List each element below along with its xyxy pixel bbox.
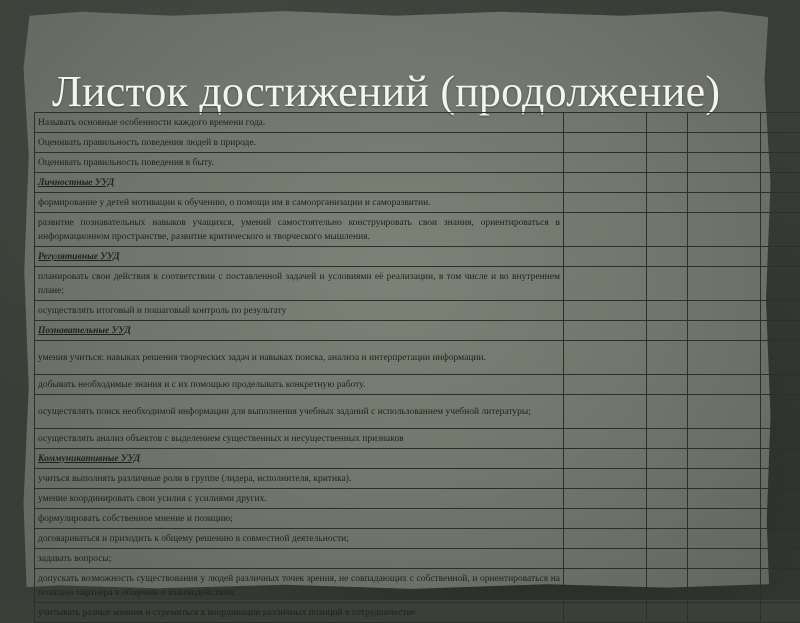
criterion-cell: планировать свои действия в соответствии с поставленной задачей и условиями её реализации, в том числе и во внутреннем плане;: [35, 267, 564, 301]
table-row: [35, 153, 800, 173]
table-row: [35, 395, 800, 429]
assessment-cell-3[interactable]: [688, 509, 761, 529]
assessment-cell-2[interactable]: [647, 489, 688, 509]
assessment-cell-1[interactable]: [564, 375, 647, 395]
criterion-cell: задавать вопросы;: [35, 549, 564, 569]
criterion-cell: осуществлять поиск необходимой информации для выполнения учебных заданий с использованием учебной литературы;: [35, 395, 564, 429]
assessment-cell-2[interactable]: [647, 395, 688, 429]
assessment-cell-4[interactable]: [761, 301, 800, 321]
assessment-cell-3[interactable]: [688, 375, 761, 395]
table-row: [35, 529, 800, 549]
assessment-cell-3[interactable]: [688, 213, 761, 247]
achievement-sheet-table: [34, 112, 800, 623]
table-row: [35, 341, 800, 375]
assessment-cell-4[interactable]: [761, 267, 800, 301]
assessment-cell-3[interactable]: [688, 133, 761, 153]
criterion-cell: учитывать разные мнения и стремиться к координации различных позиций в сотрудничестве: [35, 603, 564, 623]
assessment-cell-2[interactable]: [647, 509, 688, 529]
assessment-cell-2[interactable]: [647, 569, 688, 603]
criterion-cell: допускать возможность существования у людей различных точек зрения, не совпадающих с собственной, и ориентироваться на позицию партнера в общении и взаимодействии;: [35, 569, 564, 603]
assessment-cell-3[interactable]: [688, 301, 761, 321]
assessment-cell-4[interactable]: [761, 173, 800, 193]
assessment-cell-2[interactable]: [647, 341, 688, 375]
table-section-header-row: [35, 449, 800, 469]
table-row: [35, 375, 800, 395]
table-row: [35, 489, 800, 509]
assessment-cell-2[interactable]: [647, 549, 688, 569]
assessment-cell-3[interactable]: [688, 153, 761, 173]
assessment-cell-4[interactable]: [761, 213, 800, 247]
criterion-cell: учиться выполнять различные роли в группе (лидера, исполнителя, критика).: [35, 469, 564, 489]
assessment-cell-2[interactable]: [647, 429, 688, 449]
assessment-cell-1[interactable]: [564, 469, 647, 489]
assessment-cell-2[interactable]: [647, 133, 688, 153]
assessment-cell-4[interactable]: [761, 489, 800, 509]
assessment-cell-3[interactable]: [688, 603, 761, 623]
assessment-cell-4[interactable]: [761, 603, 800, 623]
assessment-cell-2[interactable]: [647, 153, 688, 173]
assessment-cell-2[interactable]: [647, 375, 688, 395]
assessment-cell-2[interactable]: [647, 529, 688, 549]
assessment-cell-4[interactable]: [761, 113, 800, 133]
assessment-cell-1[interactable]: [564, 321, 647, 341]
table-row: [35, 193, 800, 213]
assessment-cell-3[interactable]: [688, 549, 761, 569]
slide-title: Листок достижений (продолжение): [52, 66, 720, 117]
assessment-cell-4[interactable]: [761, 509, 800, 529]
assessment-cell-3[interactable]: [688, 193, 761, 213]
assessment-cell-2[interactable]: [647, 193, 688, 213]
assessment-cell-3[interactable]: [688, 341, 761, 375]
table-row: [35, 113, 800, 133]
assessment-cell-1[interactable]: [564, 247, 647, 267]
criterion-cell: договариваться и приходить к общему решению в совместной деятельности;: [35, 529, 564, 549]
assessment-cell-3[interactable]: [688, 247, 761, 267]
criterion-cell: умения учиться: навыках решения творческих задач и навыках поиска, анализа и интерпретации информации.: [35, 341, 564, 375]
assessment-cell-4[interactable]: [761, 549, 800, 569]
assessment-cell-1[interactable]: [564, 549, 647, 569]
assessment-cell-2[interactable]: [647, 267, 688, 301]
section-header-cell: Коммуникативные УУД: [35, 449, 564, 469]
assessment-cell-4[interactable]: [761, 469, 800, 489]
criterion-cell: осуществлять итоговый и пошаговый контроль по результату: [35, 301, 564, 321]
table-row: [35, 267, 800, 301]
assessment-cell-3[interactable]: [688, 173, 761, 193]
assessment-cell-4[interactable]: [761, 321, 800, 341]
section-header-cell: Регулятивные УУД: [35, 247, 564, 267]
table-row: [35, 301, 800, 321]
table-row: [35, 603, 800, 623]
assessment-cell-2[interactable]: [647, 301, 688, 321]
assessment-cell-1[interactable]: [564, 395, 647, 429]
assessment-cell-1[interactable]: [564, 489, 647, 509]
criterion-cell: формулировать собственное мнение и позицию;: [35, 509, 564, 529]
assessment-cell-4[interactable]: [761, 529, 800, 549]
criterion-cell: Оценивать правильность поведения людей в природе.: [35, 133, 564, 153]
assessment-cell-2[interactable]: [647, 321, 688, 341]
assessment-cell-2[interactable]: [647, 213, 688, 247]
criterion-cell: добывать необходимые знания и с их помощью проделывать конкретную работу.: [35, 375, 564, 395]
assessment-cell-2[interactable]: [647, 603, 688, 623]
assessment-cell-2[interactable]: [647, 469, 688, 489]
assessment-cell-1[interactable]: [564, 301, 647, 321]
assessment-cell-1[interactable]: [564, 509, 647, 529]
assessment-cell-2[interactable]: [647, 113, 688, 133]
table-section-header-row: [35, 247, 800, 267]
assessment-cell-4[interactable]: [761, 153, 800, 173]
assessment-cell-3[interactable]: [688, 529, 761, 549]
table-row: [35, 133, 800, 153]
table-row: [35, 469, 800, 489]
assessment-cell-3[interactable]: [688, 267, 761, 301]
assessment-cell-3[interactable]: [688, 469, 761, 489]
table-section-header-row: [35, 321, 800, 341]
table-row: [35, 213, 800, 247]
assessment-cell-3[interactable]: [688, 113, 761, 133]
criterion-cell: Называть основные особенности каждого времени года.: [35, 113, 564, 133]
assessment-cell-2[interactable]: [647, 449, 688, 469]
assessment-cell-4[interactable]: [761, 569, 800, 603]
assessment-cell-1[interactable]: [564, 603, 647, 623]
assessment-cell-4[interactable]: [761, 429, 800, 449]
assessment-cell-1[interactable]: [564, 113, 647, 133]
assessment-cell-1[interactable]: [564, 153, 647, 173]
assessment-cell-3[interactable]: [688, 449, 761, 469]
criterion-cell: умение координировать свои усилия с усилиями других.: [35, 489, 564, 509]
table-row: [35, 569, 800, 603]
assessment-cell-4[interactable]: [761, 375, 800, 395]
table-section-header-row: [35, 173, 800, 193]
assessment-cell-1[interactable]: [564, 173, 647, 193]
assessment-cell-1[interactable]: [564, 429, 647, 449]
assessment-cell-4[interactable]: [761, 133, 800, 153]
assessment-cell-3[interactable]: [688, 321, 761, 341]
criterion-cell: Оценивать правильность поведения в быту.: [35, 153, 564, 173]
section-header-cell: Личностные УУД: [35, 173, 564, 193]
assessment-cell-4[interactable]: [761, 193, 800, 213]
assessment-cell-2[interactable]: [647, 173, 688, 193]
assessment-cell-4[interactable]: [761, 449, 800, 469]
table-row: [35, 429, 800, 449]
assessment-cell-1[interactable]: [564, 569, 647, 603]
assessment-cell-3[interactable]: [688, 395, 761, 429]
table-row: [35, 509, 800, 529]
assessment-cell-1[interactable]: [564, 267, 647, 301]
assessment-cell-3[interactable]: [688, 569, 761, 603]
assessment-cell-1[interactable]: [564, 193, 647, 213]
assessment-cell-1[interactable]: [564, 529, 647, 549]
assessment-cell-4[interactable]: [761, 341, 800, 375]
assessment-cell-1[interactable]: [564, 341, 647, 375]
assessment-cell-4[interactable]: [761, 247, 800, 267]
criterion-cell: развитие познавательных навыков учащихся, умений самостоятельно конструировать свои знания, ориентироваться в информационном пространстве, развитие критического и творческого мышления.: [35, 213, 564, 247]
assessment-cell-3[interactable]: [688, 489, 761, 509]
assessment-cell-4[interactable]: [761, 395, 800, 429]
criterion-cell: формирование у детей мотивации к обучению, о помощи им в самоорганизации и саморазвитии.: [35, 193, 564, 213]
assessment-cell-1[interactable]: [564, 133, 647, 153]
criterion-cell: осуществлять анализ объектов с выделением существенных и несущественных признаков: [35, 429, 564, 449]
section-header-cell: Познавательные УУД: [35, 321, 564, 341]
table-row: [35, 549, 800, 569]
assessment-cell-2[interactable]: [647, 247, 688, 267]
assessment-cell-1[interactable]: [564, 213, 647, 247]
assessment-cell-1[interactable]: [564, 449, 647, 469]
assessment-cell-3[interactable]: [688, 429, 761, 449]
